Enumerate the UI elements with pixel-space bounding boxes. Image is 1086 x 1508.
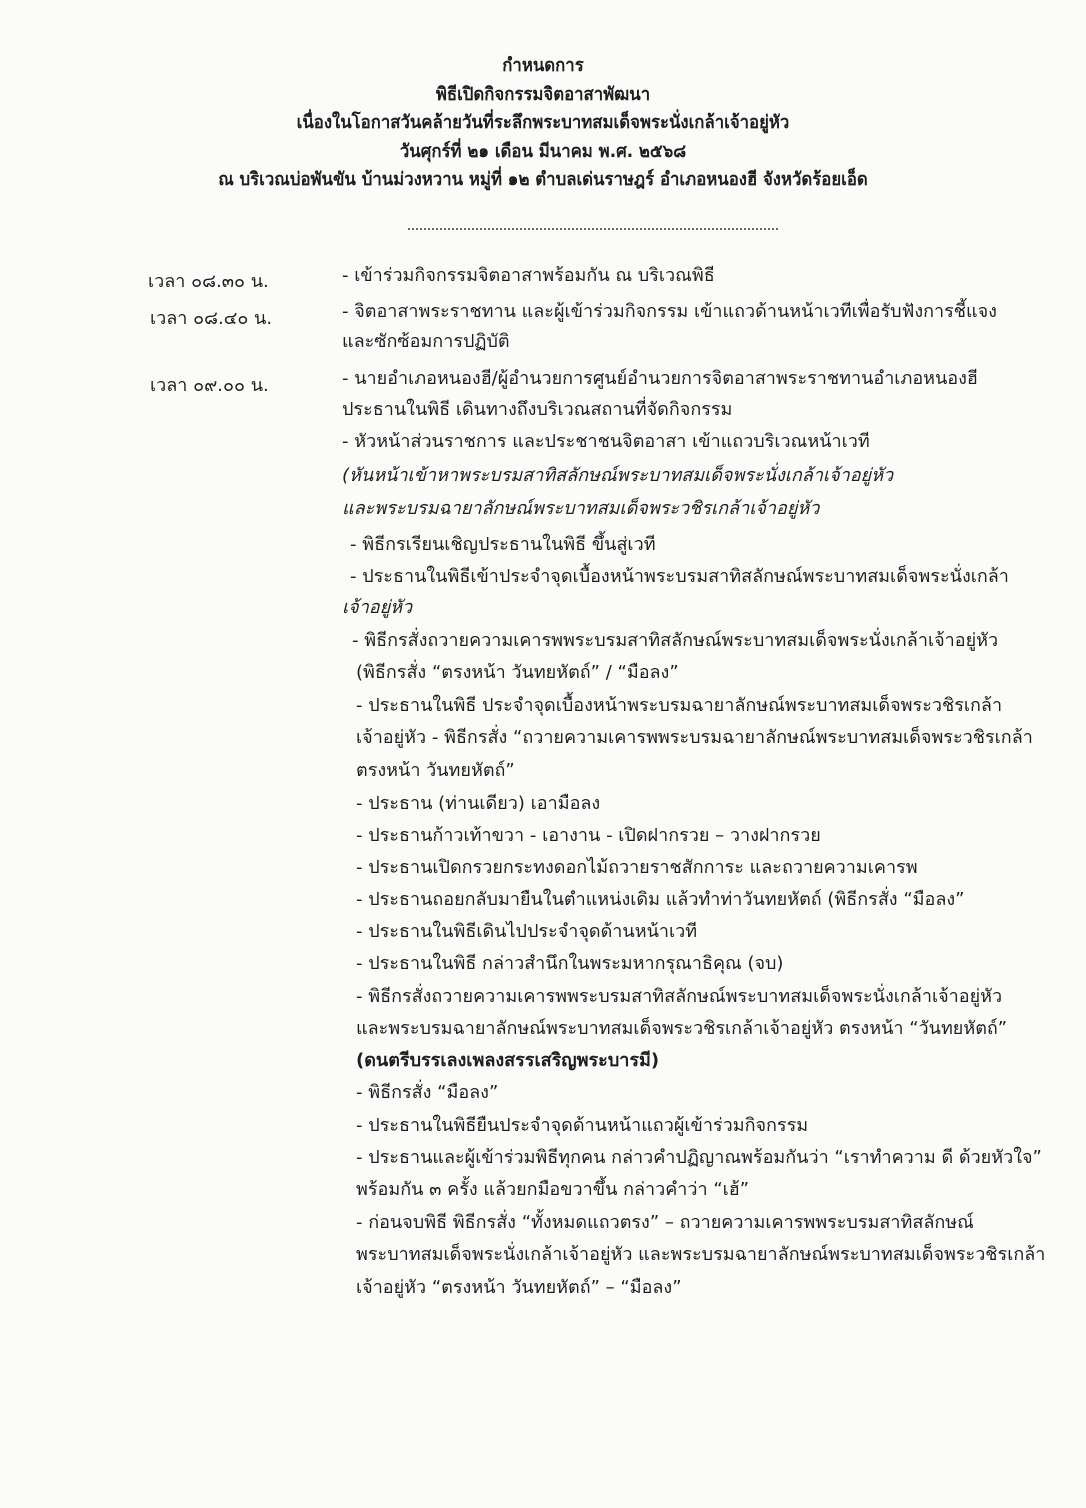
header-title: กำหนดการ xyxy=(502,55,584,76)
time-label: เวลา ๐๘.๓๐ น. xyxy=(148,271,269,292)
schedule-line: - ประธานในพิธียืนประจำจุดด้านหน้าแถวผู้เข้าร่วมกิจกรรม xyxy=(356,1115,809,1136)
schedule-line: - ประธาน (ท่านเดียว) เอามือลง xyxy=(356,793,601,814)
schedule-line: - พิธีกรสั่งถวายความเคารพพระบรมสาทิสลักษณ์พระบาทสมเด็จพระนั่งเกล้าเจ้าอยู่หัว xyxy=(352,630,999,651)
schedule-line: - ประธานถอยกลับมายืนในตำแหน่งเดิม แล้วทำท่าวันทยหัตถ์ (พิธีกรสั่ง “มือลง” xyxy=(356,889,965,910)
schedule-line: - ประธานและผู้เข้าร่วมพิธีทุกคน กล่าวคำปฏิญาณพร้อมกันว่า “เราทำความ ดี ด้วยหัวใจ” xyxy=(356,1147,1042,1168)
schedule-line: - พิธีกรเรียนเชิญประธานในพิธี ขึ้นสู่เวที xyxy=(350,534,656,555)
header-occasion: เนื่องในโอกาสวันคล้ายวันที่ระลึกพระบาทสมเด็จพระนั่งเกล้าเจ้าอยู่หัว xyxy=(296,112,790,133)
schedule-line: พระบาทสมเด็จพระนั่งเกล้าเจ้าอยู่หัว และพระบรมฉายาลักษณ์พระบาทสมเด็จพระวชิรเกล้า xyxy=(356,1244,1046,1265)
schedule-line: - ประธานเปิดกรวยกระทงดอกไม้ถวายราชสักการะ และถวายความเคารพ xyxy=(356,857,918,878)
schedule-line: - ประธานในพิธี กล่าวสำนึกในพระมหากรุณาธิคุณ (จบ) xyxy=(356,953,784,974)
header-location: ณ บริเวณบ่อพันขัน บ้านม่วงหวาน หมู่ที่ ๑๒ ตำบลเด่นราษฎร์ อำเภอหนองฮี จังหวัดร้อยเอ็ด xyxy=(218,169,868,190)
header-date: วันศุกร์ที่ ๒๑ เดือน มีนาคม พ.ศ. ๒๕๖๘ xyxy=(399,140,687,162)
schedule-line-italic: (หันหน้าเข้าหาพระบรมสาทิสลักษณ์พระบาทสมเด็จพระนั่งเกล้าเจ้าอยู่หัว xyxy=(342,465,894,486)
schedule-line: - ประธานก้าวเท้าขวา - เอางาน - เปิดฝากรวย – วางฝากรวย xyxy=(356,825,821,846)
schedule-line-bold: (ดนตรีบรรเลงเพลงสรรเสริญพระบารมี) xyxy=(356,1050,660,1071)
schedule-line: - เข้าร่วมกิจกรรมจิตอาสาพร้อมกัน ณ บริเวณพิธี xyxy=(342,265,715,286)
schedule-line: (พิธีกรสั่ง “ตรงหน้า วันทยหัตถ์” / “มือลง” xyxy=(356,662,679,683)
schedule-line: - นายอำเภอหนองฮี/ผู้อำนวยการศูนย์อำนวยการจิตอาสาพระราชทานอำเภอหนองฮี xyxy=(342,368,978,389)
schedule-line: และพระบรมฉายาลักษณ์พระบาทสมเด็จพระวชิรเกล้าเจ้าอยู่หัว ตรงหน้า “วันทยหัตถ์” xyxy=(356,1018,1008,1039)
header-event-name: พิธีเปิดกิจกรรมจิตอาสาพัฒนา xyxy=(435,83,651,105)
schedule-line: ตรงหน้า วันทยหัตถ์” xyxy=(356,760,515,781)
time-label: เวลา ๐๙.๐๐ น. xyxy=(150,375,269,396)
schedule-line: พร้อมกัน ๓ ครั้ง แล้วยกมือขวาขึ้น กล่าวคำว่า “เฮ้” xyxy=(356,1179,750,1200)
schedule-line: ประธานในพิธี เดินทางถึงบริเวณสถานที่จัดกิจกรรม xyxy=(342,399,733,420)
schedule-line: - จิตอาสาพระราชทาน และผู้เข้าร่วมกิจกรรม เข้าแถวด้านหน้าเวทีเพื่อรับฟังการชี้แจง xyxy=(342,301,997,322)
document-header xyxy=(0,52,1086,195)
schedule-line: - ก่อนจบพิธี พิธีกรสั่ง “ทั้งหมดแถวตรง” – ถวายความเคารพพระบรมสาทิสลักษณ์ xyxy=(356,1212,974,1233)
time-label: เวลา ๐๘.๔๐ น. xyxy=(150,308,273,329)
schedule-line: - ประธานในพิธีเดินไปประจำจุดด้านหน้าเวที xyxy=(356,921,698,942)
schedule-line: และซักซ้อมการปฏิบัติ xyxy=(342,331,510,352)
schedule-line-italic: เจ้าอยู่หัว xyxy=(342,597,413,618)
schedule-line: - พิธีกรสั่งถวายความเคารพพระบรมสาทิสลักษณ์พระบาทสมเด็จพระนั่งเกล้าเจ้าอยู่หัว xyxy=(356,986,1003,1007)
dotted-divider xyxy=(408,228,778,230)
schedule-line: - ประธานในพิธี ประจำจุดเบื้องหน้าพระบรมฉายาลักษณ์พระบาทสมเด็จพระวชิรเกล้า xyxy=(356,695,1003,716)
schedule-line: - ประธานในพิธีเข้าประจำจุดเบื้องหน้าพระบรมสาทิสลักษณ์พระบาทสมเด็จพระนั่งเกล้า xyxy=(350,566,1009,587)
schedule-line: เจ้าอยู่หัว “ตรงหน้า วันทยหัตถ์” – “มือลง” xyxy=(356,1277,682,1298)
schedule-line: - พิธีกรสั่ง “มือลง” xyxy=(356,1082,499,1103)
schedule-line: เจ้าอยู่หัว - พิธีกรสั่ง “ถวายความเคารพพระบรมฉายาลักษณ์พระบาทสมเด็จพระวชิรเกล้า xyxy=(356,727,1033,748)
schedule-line: - หัวหน้าส่วนราชการ และประชาชนจิตอาสา เข้าแถวบริเวณหน้าเวที xyxy=(342,431,870,452)
schedule-line-italic: และพระบรมฉายาลักษณ์พระบาทสมเด็จพระวชิรเกล้าเจ้าอยู่หัว xyxy=(342,498,820,519)
